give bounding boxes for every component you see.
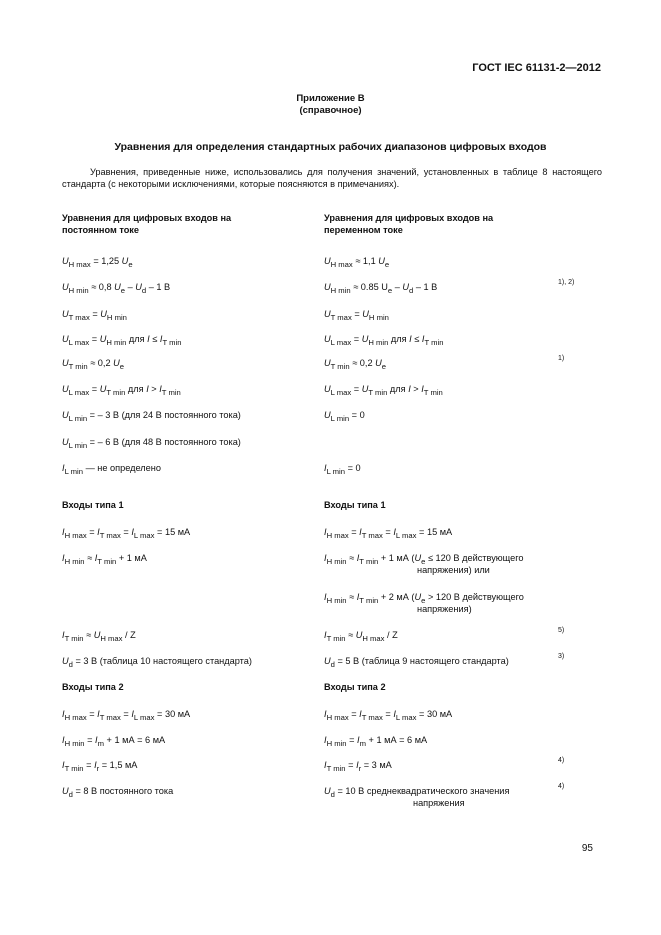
left-ulmax1-for: для (128, 334, 145, 344)
left-t1-itmin: $I_{T min} \approx U_{H max} / Z$ (62, 630, 136, 643)
right-t1-ihmin-a-cont: напряжения) или (417, 565, 490, 575)
right-ihmin-a-part1: + 1 мА ( (378, 553, 415, 563)
right-formula-utmax: $U_{T max} = U_{H min}$ (324, 309, 389, 322)
note-ref-1: 1) (558, 355, 565, 362)
left-t2-ud-text: = 8 В постоянного тока (72, 786, 174, 796)
left-formula-ulmin-48: $U_{L min}$ = – 6 В (для 48 В постоянного тока) (62, 437, 241, 450)
right-t1-ihmin-b-cont: напряжения) (417, 604, 472, 614)
right-ulmax1-for: для (390, 334, 407, 344)
left-formula-uhmin: $U_{H min} \approx 0,8$ $U_e - U_d - 1$ В (62, 282, 171, 295)
right-uhmin-text: ≈ 0.85 U (353, 282, 388, 292)
appendix-subtitle: (справочное) (299, 105, 362, 116)
note-ref-5: 5) (558, 627, 565, 634)
intro-paragraph: Уравнения, приведенные ниже, использовались для получения значений, установленных в таблице 8 настоящего стандарта (с некоторыми исключениями, которые поясняются в примечаниях). (62, 167, 602, 189)
right-t2-ihmax: $I_{H max} = I_{T max} = I_{L max} = 30$ мА (324, 709, 453, 722)
right-t1-ihmax: $I_{H max} = I_{T max} = I_{L max} = 15$ мА (324, 527, 453, 540)
right-t1-ud: $U_d = 5$ В (таблица 9 настоящего стандарта) (324, 656, 509, 669)
page-number: 95 (581, 843, 593, 854)
appendix-title: Приложение В (296, 93, 365, 104)
left-formula-ulmin-24: $U_{L min}$ = – 3 В (для 24 В постоянного тока) (62, 410, 241, 423)
note-ref-4a: 4) (558, 757, 565, 764)
note-ref-4b: 4) (558, 783, 565, 790)
left-t1-ud: $U_d = 3$ В (таблица 10 настоящего стандарта) (62, 656, 252, 669)
left-heading: Уравнения для цифровых входов на постоянном токе (62, 213, 232, 235)
right-t2-ud-cont: напряжения (413, 798, 465, 808)
left-type2-heading: Входы типа 2 (62, 682, 124, 692)
right-t1-ihmin-a: $I_{H min} \approx I_{T min} + 1$ мА ($U_e \le 120$ В действующего (324, 553, 524, 566)
right-formula-ulmax2: $U_{L max} = U_{T min}$ для $I > I_{T min}$ (324, 384, 443, 397)
right-ihmin-b-part2: > 120 В действующего (425, 592, 524, 602)
right-ihmin-a-part2: ≤ 120 В действующего (425, 553, 524, 563)
right-formula-uhmin: $U_{H min} \approx 0.85$ $U_e - U_d - 1$ В (324, 282, 438, 295)
right-formula-utmin: $U_{T min} \approx 0,2$ $U_e$ (324, 358, 387, 371)
right-t2-ud: $U_d = 10$ В среднеквадратического значения (324, 786, 510, 799)
right-formula-ilmin: $I_{L min} = 0$ (324, 463, 361, 476)
right-formula-uhmax: $U_{H max} \approx 1,1$ $U_e$ (324, 256, 390, 269)
left-ulmin-48-text: = – 6 В (для 48 В постоянного тока) (87, 437, 241, 447)
left-t1-ud-text: = 3 В (таблица 10 настоящего стандарта) (72, 656, 252, 666)
left-ulmin-24-text: = – 3 В (для 24 В постоянного тока) (87, 410, 241, 420)
right-t2-ihmin: $I_{H min} = I_m + 1$ мА = 6 мА (324, 735, 428, 748)
left-formula-utmax: $U_{T max} = U_{H min}$ (62, 309, 127, 322)
left-ilmin-text: — не определено (83, 463, 161, 473)
right-ulmax2-for: для (389, 384, 406, 394)
left-formula-uhmax: $U_{H max} = 1,25$ $U_e$ (62, 256, 133, 269)
left-t2-ihmin: $I_{H min} = I_m + 1$ мА = 6 мА (62, 735, 166, 748)
right-formula-ulmax1: $U_{L max} = U_{H min}$ для $I \le I_{T min}$ (324, 334, 444, 347)
right-heading: Уравнения для цифровых входов на переменном токе (324, 213, 494, 235)
left-formula-ulmax2: $U_{L max} = U_{T min}$ для $I > I_{T min}$ (62, 384, 181, 397)
left-t2-ihmax: $I_{H max} = I_{T max} = I_{L max} = 30$ мА (62, 709, 191, 722)
right-type1-heading: Входы типа 1 (324, 500, 386, 510)
left-t1-ihmin: $I_{H min} \approx I_{T min} + 1$ мА (62, 553, 147, 566)
right-t2-itmin: $I_{T min} = I_r = 3$ мА (324, 760, 392, 773)
note-ref-3: 3) (558, 653, 565, 660)
right-ihmin-b-part1: + 2 мА ( (378, 592, 415, 602)
right-formula-ulmin: $U_{L min} = 0$ (324, 410, 365, 423)
right-type2-heading: Входы типа 2 (324, 682, 386, 692)
right-t1-ud-text: = 5 В (таблица 9 настоящего стандарта) (334, 656, 509, 666)
right-t2-ud-text: = 10 В среднеквадратического значения (334, 786, 510, 796)
left-t2-itmin: $I_{T min} = I_r = 1,5$ мА (62, 760, 138, 773)
left-t1-ihmax: $I_{H max} = I_{T max} = I_{L max} = 15$ мА (62, 527, 191, 540)
left-formula-utmin: $U_{T min} \approx 0,2$ $U_e$ (62, 358, 125, 371)
left-t2-ud: $U_d = 8$ В постоянного тока (62, 786, 174, 799)
left-ulmax2-for: для (127, 384, 144, 394)
right-t1-itmin: $I_{T min} \approx U_{H max} / Z$ (324, 630, 398, 643)
left-type1-heading: Входы типа 1 (62, 500, 124, 510)
left-formula-ulmax1: $U_{L max} = U_{H min}$ для $I \le I_{T min}$ (62, 334, 182, 347)
right-t1-ihmin-b: $I_{H min} \approx I_{T min} + 2$ мА ($U_e > 120$ В действующего (324, 592, 524, 605)
section-title: Уравнения для определения стандартных рабочих диапазонов цифровых входов (114, 141, 547, 153)
standard-header: ГОСТ IEC 61131-2—2012 (472, 62, 601, 74)
left-formula-ilmin: $I_{L min}$ — не определено (62, 463, 161, 476)
note-ref-1-2: 1), 2) (558, 279, 575, 286)
